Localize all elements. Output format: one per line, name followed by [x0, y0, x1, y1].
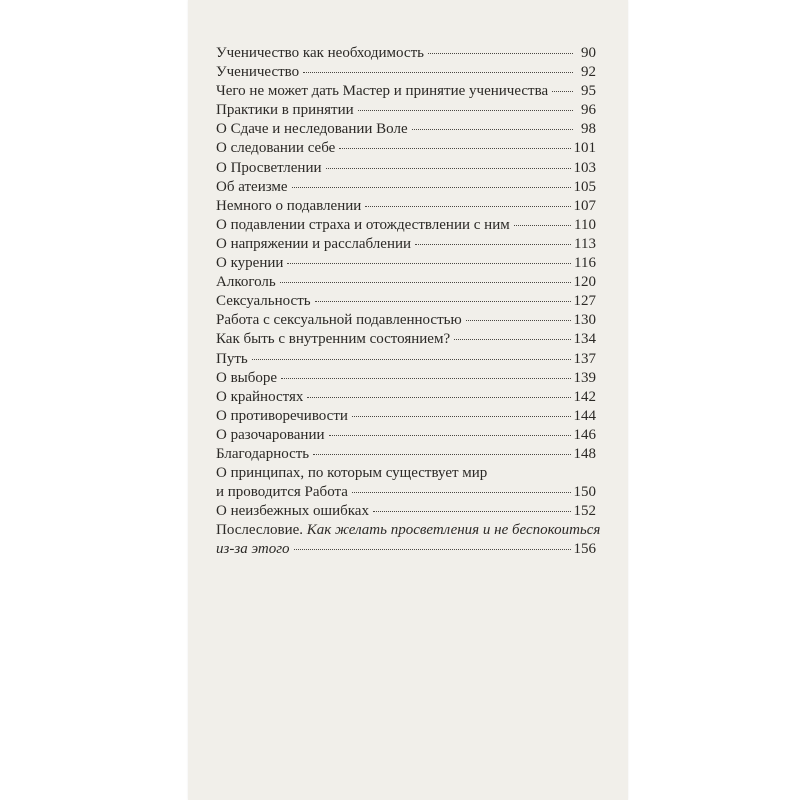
dot-leader [294, 549, 571, 550]
toc-page-number: 96 [581, 102, 596, 119]
toc-entry [216, 82, 596, 101]
table-of-contents [216, 44, 601, 560]
toc-page-number: 101 [573, 140, 596, 157]
toc-entry-title: О следовании себе [216, 140, 336, 157]
dot-leader [412, 129, 573, 130]
toc-entry-title: О Сдаче и неследовании Воле [216, 121, 408, 138]
toc-page-number: 142 [573, 388, 596, 405]
toc-entry [216, 292, 596, 311]
toc-entry-principles-line2 [216, 483, 596, 502]
toc-page-number: 152 [573, 503, 596, 520]
toc-entry-title: Об атеизме [216, 178, 288, 195]
toc-entry-mistakes [216, 502, 596, 521]
toc-page-number: 139 [573, 369, 596, 386]
toc-entry-title: Практики в принятии [216, 102, 354, 119]
toc-entry-principles-line1 [216, 464, 596, 483]
toc-entry [216, 445, 596, 464]
toc-entry-title: Алкоголь [216, 274, 276, 291]
toc-entry [216, 235, 596, 254]
toc-page-number: 137 [573, 350, 596, 367]
dot-leader [326, 168, 571, 169]
toc-entry-title: О подавлении страха и отождествлении с ним [216, 216, 510, 233]
dot-leader [373, 511, 571, 512]
toc-page-number: 146 [573, 426, 596, 443]
toc-entry-title: Путь [216, 350, 248, 367]
afterword-title-line2: из-за этого [216, 541, 290, 558]
afterword-label: Послесловие. [216, 522, 304, 539]
afterword-title-line1: Как желать просветления и не беспокоиться [306, 522, 601, 539]
toc-entry-title: О выборе [216, 369, 278, 386]
toc-page-number: 120 [573, 274, 596, 291]
toc-entry [216, 426, 596, 445]
toc-entry [216, 178, 596, 197]
toc-entry [216, 159, 596, 178]
toc-page-number: 107 [573, 197, 596, 214]
dot-leader [287, 263, 571, 264]
toc-entry [216, 388, 596, 407]
toc-page-number: 105 [573, 178, 596, 195]
toc-entry [216, 197, 596, 216]
dot-leader [365, 206, 570, 207]
toc-page-number: 90 [581, 45, 596, 61]
toc-entry [216, 330, 596, 349]
toc-entry [216, 120, 596, 139]
toc-entry-title: Ученичество [216, 64, 300, 81]
toc-entry [216, 139, 596, 158]
toc-entry-afterword-line1 [216, 521, 601, 540]
dot-leader [466, 320, 571, 321]
toc-entry [216, 311, 596, 330]
toc-entry [216, 254, 596, 273]
toc-entry-title: О курении [216, 255, 284, 272]
dot-leader [552, 91, 573, 92]
dot-leader [514, 225, 571, 226]
dot-leader [454, 339, 570, 340]
dot-leader [313, 454, 570, 455]
dot-leader [315, 301, 571, 302]
dot-leader [352, 416, 571, 417]
toc-page-number: 103 [573, 159, 596, 176]
dot-leader [292, 187, 571, 188]
dot-leader [307, 397, 570, 398]
toc-entry-title: О противоречивости [216, 407, 348, 424]
toc-entry-title: О Просветлении [216, 159, 322, 176]
toc-page-number: 92 [581, 64, 596, 81]
toc-entry-title: Сексуальность [216, 293, 311, 310]
toc-page-number: 98 [581, 121, 596, 138]
dot-leader [428, 53, 573, 54]
toc-entry-title: О неизбежных ошибках [216, 503, 369, 520]
toc-entry [216, 216, 596, 235]
toc-page-number: 150 [573, 484, 596, 501]
toc-entry [216, 63, 596, 82]
toc-entry-title: Работа с сексуальной подавленностью [216, 312, 462, 329]
dot-leader [281, 378, 570, 379]
toc-page-number: 116 [574, 255, 596, 272]
toc-entry-title: О разочаровании [216, 426, 325, 443]
toc-entry [216, 350, 596, 369]
toc-page-number: 95 [581, 83, 596, 100]
toc-entry [216, 369, 596, 388]
toc-page-number: 127 [573, 293, 596, 310]
toc-entry-afterword-line2 [216, 540, 596, 559]
toc-page-number: 144 [573, 407, 596, 424]
dot-leader [339, 148, 570, 149]
toc-page-number: 156 [573, 541, 596, 558]
toc-entry-title: Немного о подавлении [216, 197, 362, 214]
toc-page-number: 130 [573, 312, 596, 329]
toc-entry-title: О принципах, по которым существует мир [216, 465, 488, 482]
dot-leader [303, 72, 573, 73]
dot-leader [252, 359, 571, 360]
toc-entries [216, 44, 596, 464]
toc-entry-title: Чего не может дать Мастер и принятие ученичества [216, 83, 549, 100]
toc-entry-title: и проводится Работа [216, 484, 348, 501]
toc-entry [216, 273, 596, 292]
dot-leader [329, 435, 571, 436]
toc-page-number: 148 [573, 445, 596, 462]
toc-entry [216, 44, 596, 63]
toc-entry-title: Как быть с внутренним состоянием? [216, 331, 451, 348]
toc-entry-title: Благодарность [216, 445, 310, 462]
toc-entry [216, 101, 596, 120]
dot-leader [280, 282, 571, 283]
toc-page-number: 110 [574, 216, 596, 233]
toc-page-number: 134 [573, 331, 596, 348]
toc-entry [216, 407, 596, 426]
toc-entry-title: О крайностях [216, 388, 304, 405]
toc-entry-title: Ученичество как необходимость [216, 45, 424, 61]
dot-leader [352, 492, 571, 493]
dot-leader [358, 110, 573, 111]
dot-leader [415, 244, 571, 245]
toc-page-number: 113 [574, 235, 596, 252]
toc-entry-title: О напряжении и расслаблении [216, 235, 412, 252]
